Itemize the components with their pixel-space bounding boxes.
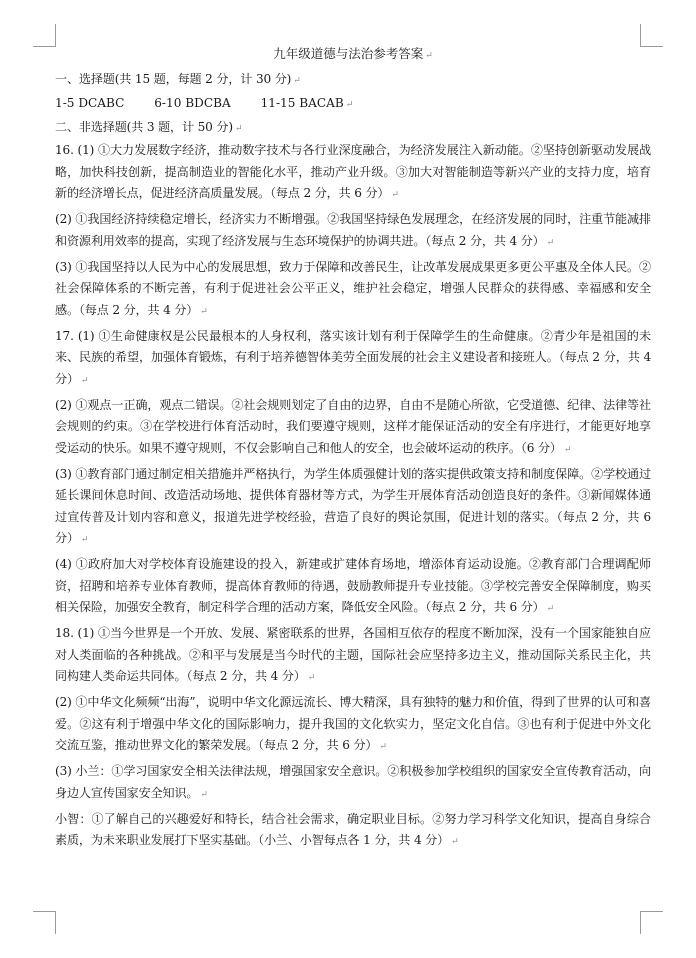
- answer-group-1: 1-5 DCABC: [55, 96, 125, 110]
- answer-18-3-xiaolan: (3) 小兰：①学习国家安全相关法律法规，增强国家安全意识。②积极参加学校组织的国家安全宣传教育活动，向身边人宣传国家安全知识。 ↵: [55, 764, 651, 800]
- answer-17-3: (3) ①教育部门通过制定相关措施并严格执行，为学生体质强健计划的落实提供政策支持和制度保障。②学校通过延长课间休息时间、改造活动场地、提供体育器材等方式，为学生开展体育活动创造良好的条件。③新闻媒体通过宣传普及计划内容和意义，报道先进学校经验，营造了良好的舆论氛围，促进计划的落实。（每点 2 分，共 6 分） ↵: [55, 466, 651, 545]
- answer-group-3: 11-15 BACAB: [260, 96, 344, 110]
- corner-mark-top-left: [33, 24, 56, 47]
- answer-18-1: 18. (1) ①当今世界是一个开放、发展、紧密联系的世界，各国相互依存的程度不断加深，没有一个国家能独自应对人类面临的各种挑战。②和平与发展是当今时代的主题，国际社会应坚持多边主义，推动国际关系民主化，共同构建人类命运共同体。（每点 2 分，共 4 分） ↵: [55, 626, 651, 683]
- answer-17-1: 17. (1) ①生命健康权是公民最根本的人身权利，落实该计划有利于保障学生的生命健康。②青少年是祖国的未来、民族的希望，加强体育锻炼，有利于培养德智体美劳全面发展的社会主义建设者和接班人。（每点 2 分，共 4 分） ↵: [55, 328, 651, 386]
- answer-18-3-xiaozhi: 小智：①了解自己的兴趣爱好和特长，结合社会需求，确定职业目标。②努力学习科学文化知识，提高自身综合素质，为未来职业发展打下坚实基础。（小兰、小智每点各 1 分，共 4 分） ↵: [55, 811, 651, 847]
- page-title: 九年级道德与法治参考答案 ↵: [273, 46, 433, 61]
- answer-16-2: (2) ①我国经济持续稳定增长，经济实力不断增强。②我国坚持绿色发展理念，在经济发展的同时，注重节能减排和资源利用效率的提高，实现了经济发展与生态环境保护的协调共进。（每点 2 分，共 4 分） ↵: [55, 212, 651, 248]
- corner-mark-bottom-right: [640, 911, 663, 934]
- corner-mark-bottom-left: [33, 911, 56, 934]
- answer-key-row: 1-5 DCABC 6-10 BDCBA 11-15 BACAB ↵: [55, 96, 354, 110]
- document-page: [55, 44, 651, 856]
- answer-16-3: (3) ①我国坚持以人民为中心的发展思想，致力于保障和改善民生，让改革发展成果更多更公平惠及全体人民。②社会保障体系的不断完善，有利于促进社会公平正义，维护社会稳定，增强人民群众的获得感、幸福感和安全感。（每点 2 分，共 4 分） ↵: [55, 259, 651, 317]
- answer-17-4: (4) ①政府加大对学校体育设施建设的投入，新建或扩建体育场地，增添体育运动设施。②教育部门合理调配师资，招聘和培养专业体育教师，提高体育教师的待遇，鼓励教师提升专业技能。③学校完善安全保障制度，购买相关保险，加强安全教育，制定科学合理的活动方案，降低安全风险。（每点 2 分，共 6 分） ↵: [55, 557, 651, 614]
- answer-group-2: 6-10 BDCBA: [154, 96, 231, 110]
- section2-heading: 二、非选择题(共 3 题，计 50 分) ↵: [55, 120, 243, 134]
- answer-17-2: (2) ①观点一正确，观点二错误。②社会规则划定了自由的边界，自由不是随心所欲，它受道德、纪律、法律等社会规则的约束。③在学校进行体育活动时，我们要遵守规则，这样才能保证活动的安全有序进行，才能更好地享受运动的快乐。如果不遵守规则，不仅会影响自己和他人的安全，也会破坏运动的秩序。（6 分） ↵: [55, 397, 651, 455]
- answer-16-1: 16. (1) ①大力发展数字经济，推动数字技术与各行业深度融合，为经济发展注入新动能。②坚持创新驱动发展战略，加快科技创新，提高制造业的智能化水平，推动产业升级。③加大对智能制造等新兴产业的支持力度，培育新的经济增长点，促进经济高质量发展。（每点 2 分，共 6 分） ↵: [55, 143, 651, 200]
- section1-heading: 一、选择题(共 15 题，每题 2 分，计 30 分) ↵: [55, 72, 301, 86]
- answer-18-2: (2) ①中华文化频频“出海”，说明中华文化源远流长、博大精深，具有独特的魅力和价值，得到了世界的认可和喜爱。②这有利于增强中华文化的国际影响力，提升我国的文化软实力，坚定文化自信。③也有利于促进中外文化交流互鉴，推动世界文化的繁荣发展。（每点 2 分，共 6 分） ↵: [55, 695, 651, 752]
